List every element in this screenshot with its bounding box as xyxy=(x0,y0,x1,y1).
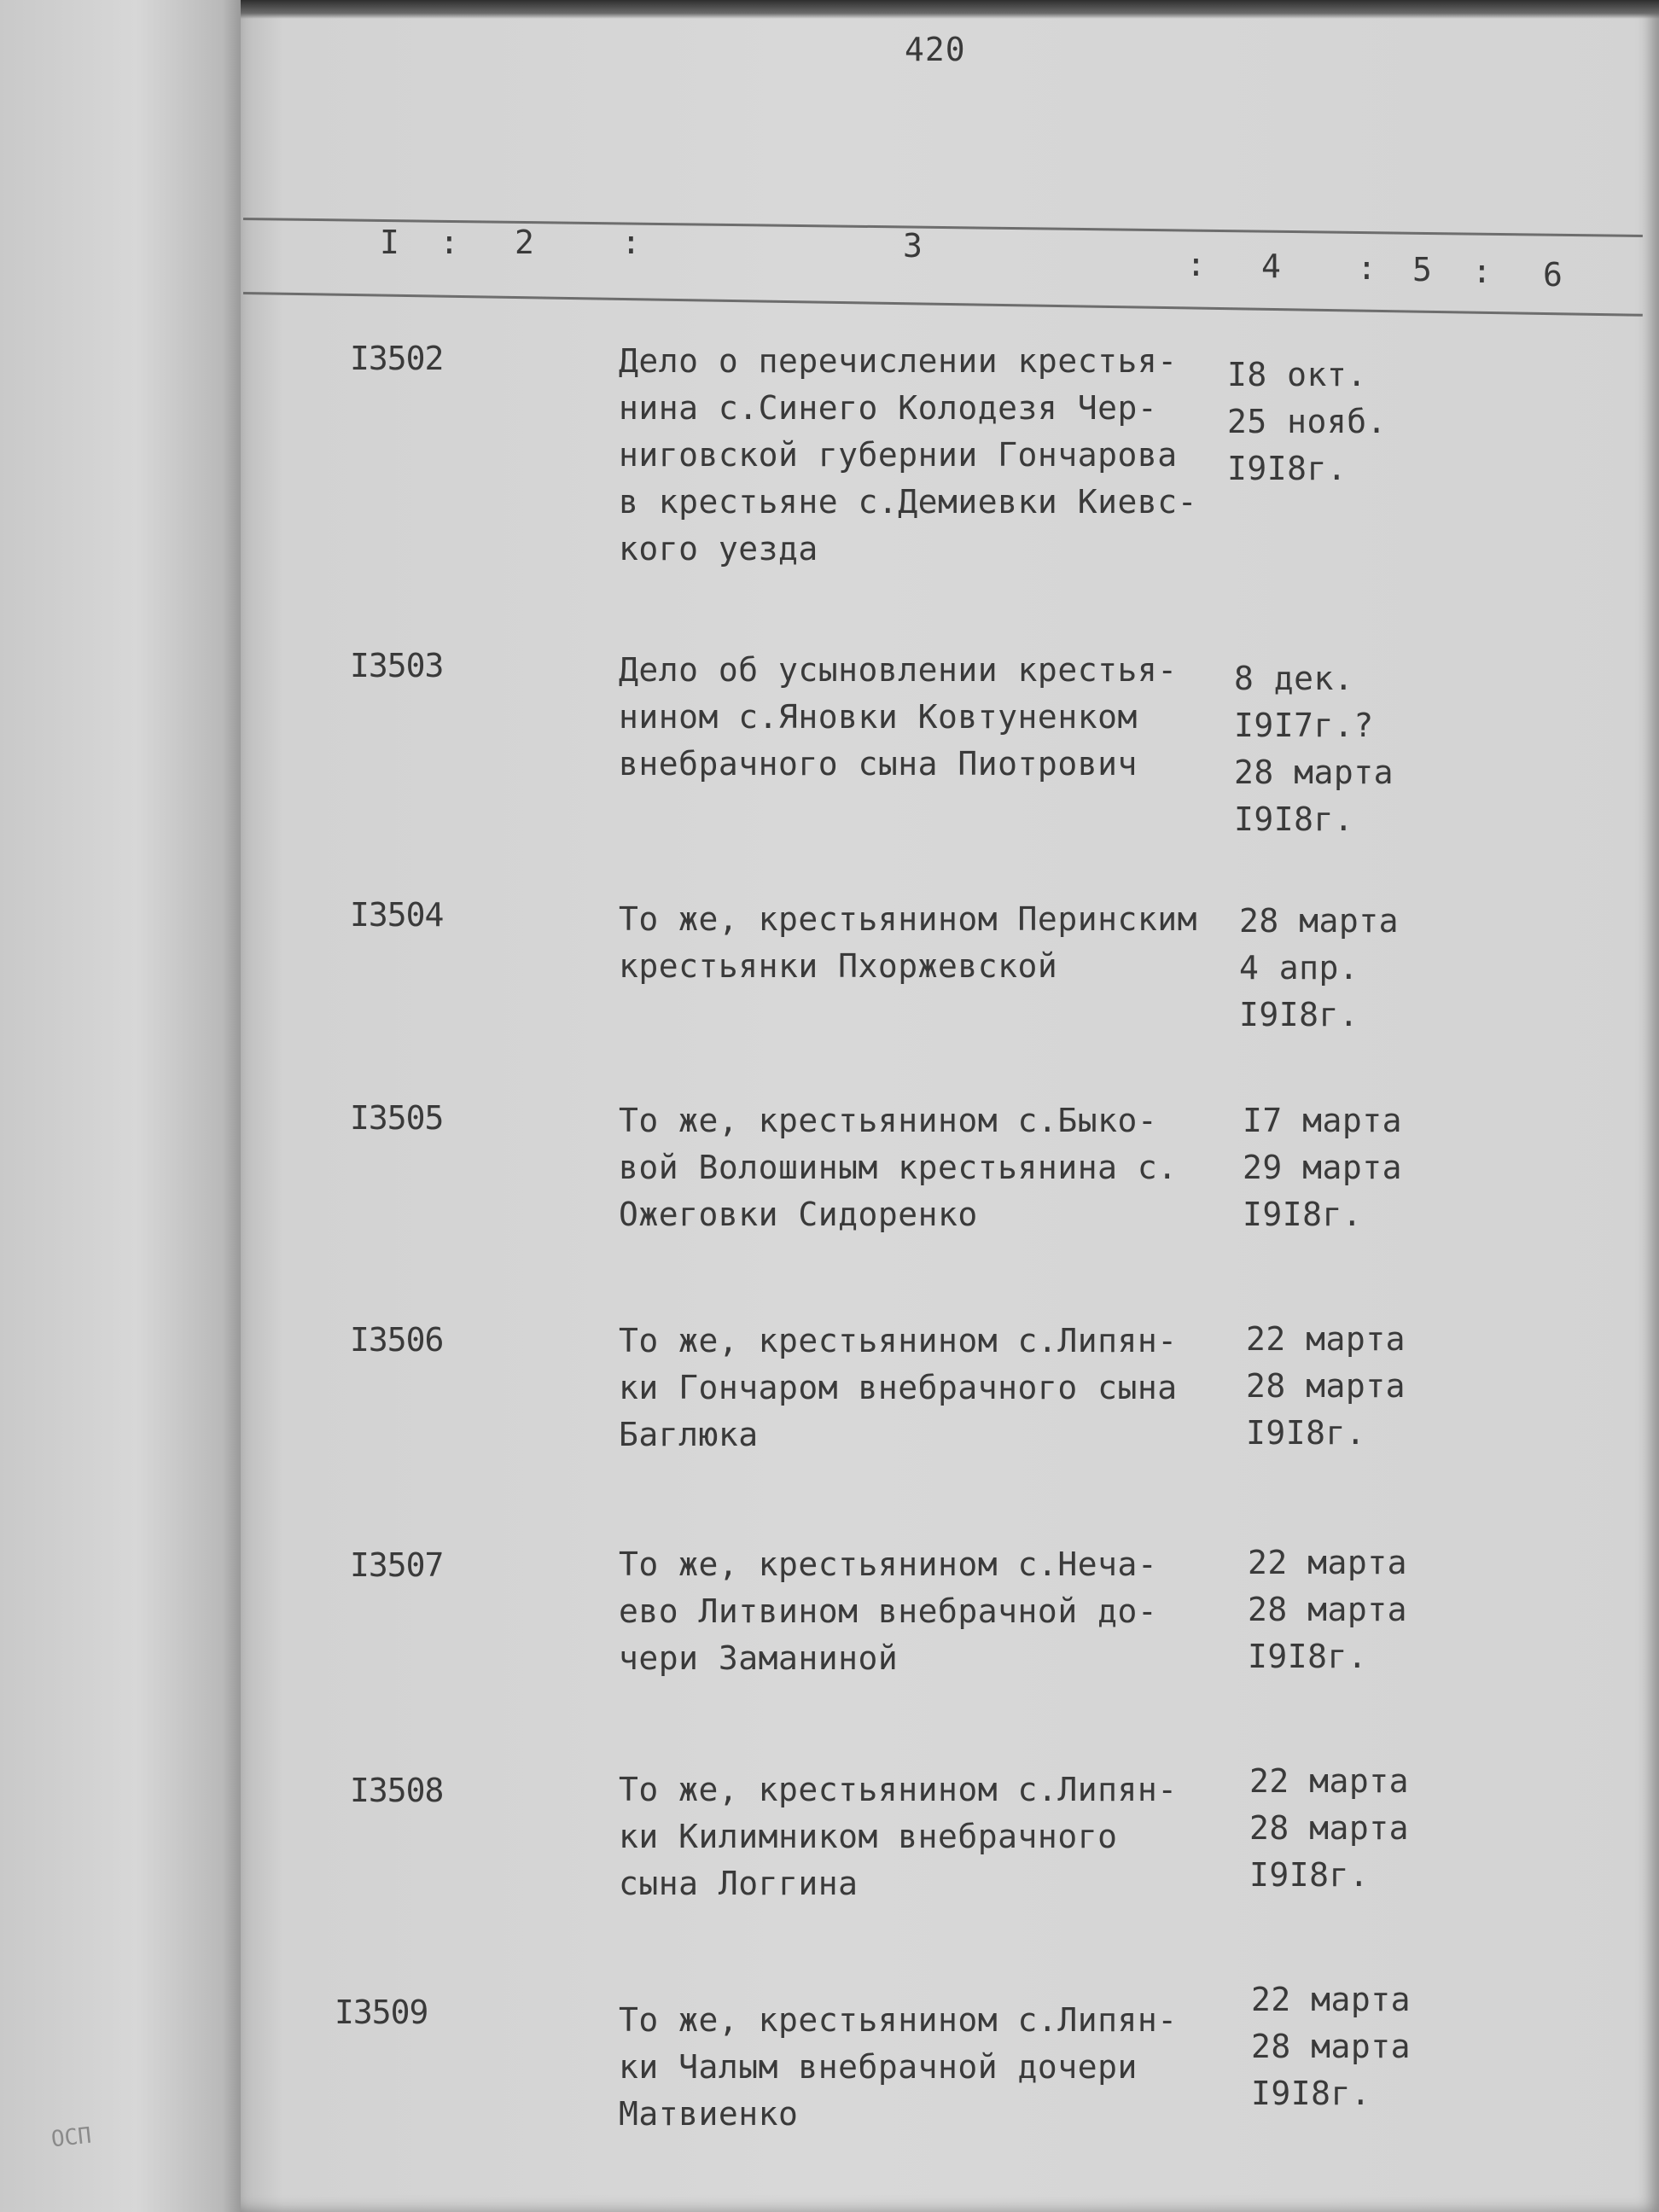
date-line: 28 марта xyxy=(1246,1367,1406,1405)
entry-dates xyxy=(1251,1976,1473,2117)
page-top-shadow xyxy=(241,0,1659,19)
description-line: нина с.Синего Колодезя Чер- xyxy=(619,389,1158,427)
entry-id: I3502 xyxy=(350,340,444,377)
description-line: Баглюка xyxy=(619,1416,759,1453)
description-line: ниговской губернии Гончарова xyxy=(619,436,1178,474)
entry-description xyxy=(619,896,1216,990)
date-line: 4 апр. xyxy=(1239,949,1359,987)
entry-description xyxy=(619,338,1216,573)
entry-id: I3507 xyxy=(350,1546,444,1584)
description-line: То же, крестьянином с.Липян- xyxy=(619,1771,1178,1808)
column-header-5: 5 xyxy=(1412,251,1432,288)
description-line: сына Логгина xyxy=(619,1865,859,1902)
description-line: ево Литвином внебрачной до- xyxy=(619,1592,1158,1630)
description-line: То же, крестьянином с.Липян- xyxy=(619,1322,1178,1359)
description-line: ки Килимником внебрачного xyxy=(619,1818,1118,1855)
date-line: 29 марта xyxy=(1243,1149,1403,1186)
column-separator: : xyxy=(1186,246,1206,283)
date-line: I9I8г. xyxy=(1239,996,1359,1033)
description-line: в крестьяне с.Демиевки Киевс- xyxy=(619,483,1197,521)
date-line: I9I8г. xyxy=(1227,450,1348,487)
date-line: 28 марта xyxy=(1239,902,1400,940)
description-line: Дело об усыновлении крестья- xyxy=(619,651,1178,689)
entry-description xyxy=(619,1767,1216,1907)
column-header-6: 6 xyxy=(1543,256,1563,294)
description-line: ки Чалым внебрачной дочери xyxy=(619,2048,1138,2086)
description-line: То же, крестьянином с.Быко- xyxy=(619,1102,1158,1139)
entry-description xyxy=(619,1541,1216,1682)
entry-dates xyxy=(1239,898,1461,1039)
entry-id: I3503 xyxy=(350,647,444,684)
date-line: 28 марта xyxy=(1234,754,1394,791)
description-line: ки Гончаром внебрачного сына xyxy=(619,1369,1178,1406)
description-line: Дело о перечислении крестья- xyxy=(619,342,1178,380)
date-line: 22 марта xyxy=(1246,1320,1406,1358)
description-line: То же, крестьянином Перинским xyxy=(619,900,1197,938)
date-line: 8 дек. xyxy=(1234,660,1354,697)
description-line: крестьянки Пхоржевской xyxy=(619,947,1058,985)
date-line: 22 марта xyxy=(1249,1762,1410,1800)
description-line: внебрачного сына Пиотрович xyxy=(619,745,1138,783)
date-line: I7 марта xyxy=(1243,1102,1403,1139)
date-line: I9I8г. xyxy=(1234,800,1354,838)
column-header-1: I xyxy=(380,224,399,261)
description-line: нином с.Яновки Ковтуненком xyxy=(619,698,1138,736)
column-separator: : xyxy=(621,224,641,261)
column-separator: : xyxy=(1357,249,1377,287)
column-separator: : xyxy=(1472,253,1492,290)
entry-id: I3506 xyxy=(350,1321,444,1359)
column-header-3: 3 xyxy=(903,227,923,265)
entry-dates xyxy=(1234,655,1456,843)
entry-dates xyxy=(1243,1097,1464,1238)
entry-description xyxy=(619,1097,1216,1238)
page-number: 420 xyxy=(905,31,966,68)
column-separator: : xyxy=(439,224,459,261)
date-line: I9I8г. xyxy=(1243,1196,1363,1233)
entry-dates xyxy=(1227,352,1449,492)
description-line: Ожеговки Сидоренко xyxy=(619,1196,978,1233)
date-line: I9I8г. xyxy=(1249,1856,1370,1894)
date-line: I9I7г.? xyxy=(1234,707,1374,744)
entry-id: I3508 xyxy=(350,1772,444,1809)
date-line: 28 марта xyxy=(1249,1809,1410,1847)
entry-description xyxy=(619,1318,1216,1458)
entry-description xyxy=(619,647,1216,788)
entry-dates xyxy=(1248,1540,1470,1680)
entry-id: I3504 xyxy=(350,896,444,934)
date-line: I9I8г. xyxy=(1246,1414,1366,1452)
description-line: кого уезда xyxy=(619,530,818,568)
entry-description xyxy=(619,1997,1216,2138)
date-line: 28 марта xyxy=(1248,1591,1408,1628)
date-line: 22 марта xyxy=(1251,1981,1412,2018)
date-line: 28 марта xyxy=(1251,2028,1412,2065)
date-line: I8 окт. xyxy=(1227,356,1367,393)
facing-page-edge xyxy=(0,0,247,2212)
date-line: 22 марта xyxy=(1248,1544,1408,1581)
entry-dates xyxy=(1246,1316,1468,1457)
date-line: 25 нояб. xyxy=(1227,403,1388,440)
column-header-4: 4 xyxy=(1261,247,1281,285)
description-line: То же, крестьянином с.Липян- xyxy=(619,2001,1178,2039)
facing-page-mark: ОСП xyxy=(49,2122,93,2153)
entry-id: I3505 xyxy=(350,1099,444,1137)
date-line: I9I8г. xyxy=(1248,1638,1368,1675)
entry-id: I3509 xyxy=(335,1994,428,2031)
description-line: чери Заманиной xyxy=(619,1639,899,1677)
date-line: I9I8г. xyxy=(1251,2075,1371,2112)
description-line: Матвиенко xyxy=(619,2095,799,2133)
description-line: вой Волошиным крестьянина с. xyxy=(619,1149,1178,1186)
entry-dates xyxy=(1249,1758,1471,1899)
description-line: То же, крестьянином с.Неча- xyxy=(619,1545,1158,1583)
column-header-2: 2 xyxy=(515,224,534,261)
